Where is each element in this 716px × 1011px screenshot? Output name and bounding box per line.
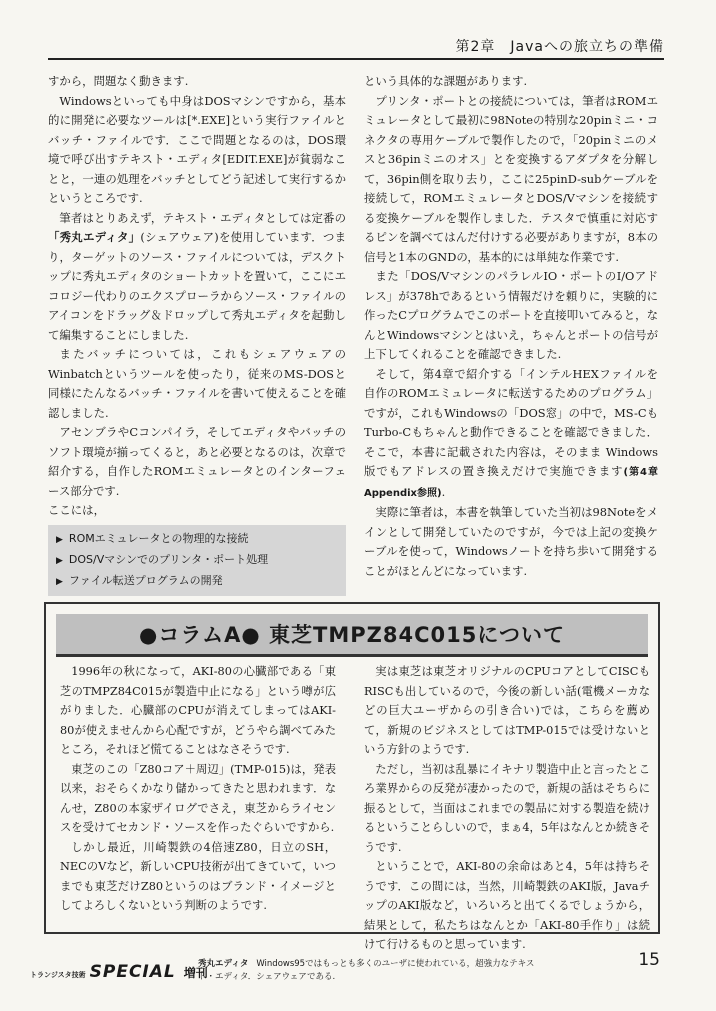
footnote-text: Windows95ではもっとも多くのユーザに使われている，超強力なテキスト・エディタ．シェアウェアである. bbox=[198, 959, 535, 982]
list-item-label: DOS/Vマシンでのプリンタ・ポート処理 bbox=[68, 552, 269, 566]
footnote-term: 秀丸エディタ bbox=[198, 959, 249, 969]
text-run: . bbox=[441, 484, 446, 499]
cross-reference: (第4章Appendix参照) bbox=[364, 467, 658, 499]
column-box bbox=[44, 602, 660, 951]
paragraph bbox=[48, 209, 346, 346]
text-run: そして，第4章で紹介する「インテルHEXファイルを自作のROMエミュレータに転送するためのプログラム」ですが，これもWindowsの「DOS窓」の中で，MS-CもTurbo-Cもちゃんと動作できることを確認できました．そこで，本書に記載された内容は，そのまま Windows版でもアドレスの置き換えだけで実施できます bbox=[364, 366, 658, 478]
paragraph: また「DOS/VマシンのパラレルIO・ポートのI/Oアドレス」が378hであるという情報だけを頼りに，実験的に作ったCプログラムでこのポートを直接叩いてみると，なんとWindowsマシンとはいえ，ちゃんとポートの信号が上下してくれることを確認できました. bbox=[364, 269, 658, 361]
paragraph: Windowsといっても中身はDOSマシンですから，基本的に開発に必要なツールは[*.EXE]という実行ファイルとバッチ・ファイルです．ここで問題となるのは，DOS環境で呼び出すテキスト・エディタ[EDIT.EXE]が貧弱なことと，一連の処理をバッチとしてどう記述して実行するかというところです. bbox=[48, 93, 346, 205]
paragraph bbox=[364, 365, 658, 504]
text-run: 筆者はとりあえず，テキスト・エディタとしては定番の bbox=[59, 210, 346, 225]
text-run: (シェアウェア)を使用しています．つまり，ターゲットのソース・ファイルについては，デスクトップに秀丸エディタのショートカットを置いて，ここにエコロジー代わりのエクスプローラからソース・ファイルのアイコンをドラッグ＆ドロップして秀丸エディタを起動して編集することにしました. bbox=[48, 230, 346, 342]
list-item-label: ROMエミュレータとの物理的な接続 bbox=[68, 531, 249, 545]
paragraph: すから，問題なく動きます. bbox=[48, 74, 189, 88]
logo-special: SPECIAL bbox=[89, 962, 176, 982]
logo-issue: 増刊 bbox=[183, 966, 208, 980]
paragraph: アセンブラやCコンパイラ，そしてエディタやバッチのソフト環境が揃ってくると，あと必要となるのは，次章で紹介する，自作したROMエミュレータとのインターフェース部分です. bbox=[48, 425, 346, 498]
list-item-label: ファイル転送プログラムの開発 bbox=[68, 573, 223, 587]
column-title: ●コラムA● 東芝TMPZ84C015について bbox=[56, 614, 648, 657]
triangle-bullet-icon: ▶ bbox=[56, 576, 63, 587]
paragraph: ただし，当初は乱暴にイキナリ製造中止と言ったところ業界からの反発が凄かったので，新規の話はそちらに振るとして，当面はこれまでの製品に対する製造を続けるということらしいので，まぁ4，5年はなんとか続きそうです. bbox=[364, 762, 650, 854]
paragraph: 実は東芝は東芝オリジナルのCPUコアとしてCISCもRISCも出しているので，今後の新しい話(電機メーカなどの巨大ユーザからの引き合い)では，こちらを薦めて，新規のビジネスとしてはTMP-015では受けないという方針のようです. bbox=[364, 665, 650, 756]
logo-prefix: トランジスタ技術 bbox=[30, 971, 86, 979]
triangle-bullet-icon: ▶ bbox=[56, 534, 63, 545]
list-item bbox=[56, 550, 338, 571]
magazine-logo bbox=[30, 962, 208, 982]
paragraph: という具体的な課題があります. bbox=[364, 74, 528, 88]
chapter-header: 第2章 Javaへの旅立ちの準備 bbox=[455, 39, 664, 55]
footnote bbox=[198, 958, 538, 984]
header-rule bbox=[48, 58, 664, 60]
paragraph: 1996年の秋になって，AKI-80の心臓部である「東芝のTMPZ84C015が製造中止になる」という噂が広がりました．心臓部のCPUが消えてしまってはAKI-80が使えませんから心配ですが，どうやら調べてみたところ，それほど慌てることはなさそうです. bbox=[60, 665, 336, 756]
paragraph: ここには， bbox=[48, 503, 105, 517]
paragraph: 東芝のこの「Z80コア＋周辺」(TMP-015)は，発表以来，おそらくかなり儲かってきたと思われます．なんせ，Z80の本家ザイログでさえ，東芝からライセンスを受けてセカンド・ソースを作ったぐらいですから. bbox=[60, 762, 336, 834]
right-column bbox=[364, 72, 658, 581]
paragraph: 実際に筆者は，本書を執筆していた当初は98Noteをメインとして開発していたのですが，今では上記の変換ケーブルを使って，Windowsノートを持ち歩いて開発することがほとんどになっています. bbox=[364, 505, 658, 578]
paragraph: しかし最近，川崎製鉄の4倍速Z80，日立のSH，NECのVなど，新しいCPU技術が出てきていて，いつまでも東芝だけZ80というのはブランド・イメージとしてよろしくないという判断のようです. bbox=[60, 840, 336, 912]
emphasis: 「秀丸エディタ」 bbox=[48, 230, 141, 244]
list-item bbox=[56, 571, 338, 592]
paragraph: またバッチについては，これもシェアウェアのWinbatchというツールを使ったり，従来のMS-DOSと同様にたんなるバッチ・ファイルを書いて使えることを確認しました. bbox=[48, 347, 346, 420]
page-number: 15 bbox=[638, 950, 660, 970]
left-column bbox=[48, 72, 346, 596]
bullet-list bbox=[48, 525, 346, 596]
triangle-bullet-icon: ▶ bbox=[56, 555, 63, 566]
list-item bbox=[56, 529, 338, 550]
column-box-right bbox=[364, 662, 650, 955]
paragraph: プリンタ・ポートとの接続については，筆者はROMエミュレータとして最初に98Noteの特別な20pinミニ・コネクタの専用ケーブルで製作したので，「20pinミニのメスと36pinミニのオス」とを変換するアダプタを分解して，36pin側を取り去り，ここに25pinD-subケーブルを接続して，ROMエミュレータとDOS/Vマシンを接続する変換ケーブルを製作しました．テスタで慎重に対応するピンを調べてはんだ付けする必要がありますが，8本の信号と1本のGNDの，基本的には単純な作業です. bbox=[364, 93, 658, 264]
column-box-left bbox=[60, 662, 336, 916]
paragraph: ということで，AKI-80の余命はあと4，5年は持ちそうです．この間には，当然，川崎製鉄のAKI版，JavaチップのAKI版など，いろいろと出てくるでしょうから，結果として，私たちはなんとか「AKI-80手作り」は続けて行けるものと思っています. bbox=[364, 860, 650, 951]
